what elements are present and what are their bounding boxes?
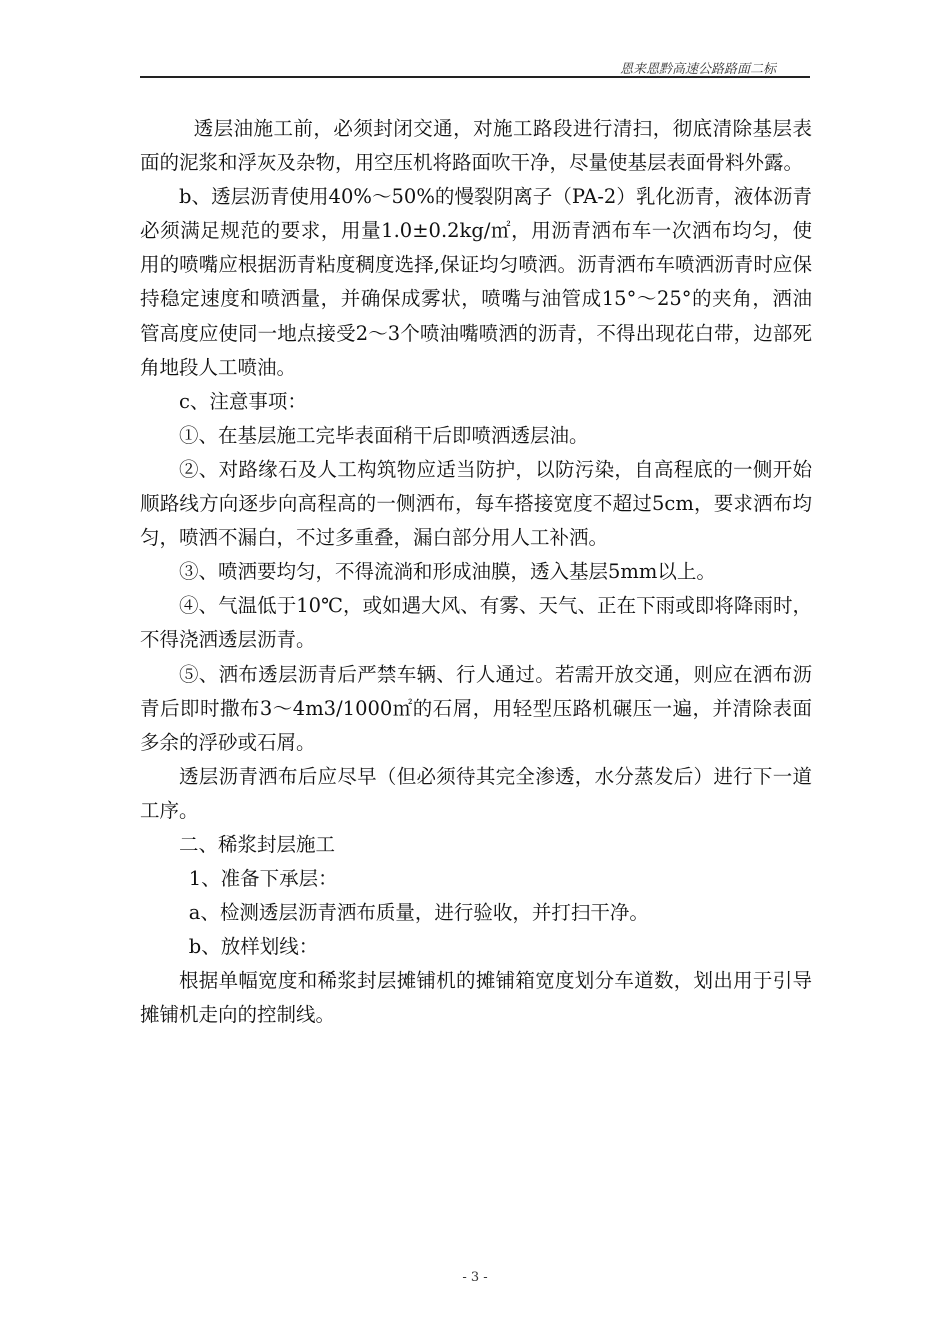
paragraph-note-2: ②、对路缘石及人工构筑物应适当防护，以防污染，自高程底的一侧开始顺路线方向逐步向高程高的一侧洒布，每车搭接宽度不超过5cm，要求洒布均匀，喷洒不漏白，不过多重叠，漏白部分用人工补洒。	[140, 457, 812, 550]
paragraph-next-step: 透层沥青洒布后应尽早（但必须待其完全渗透，水分蒸发后）进行下一道工序。	[140, 764, 812, 822]
paragraph-note-1: ①、在基层施工完毕表面稍干后即喷洒透层油。	[179, 423, 589, 447]
paragraph-note-3: ③、喷洒要均匀，不得流淌和形成油膜，透入基层5mm以上。	[179, 560, 716, 584]
paragraph-item-c: c、注意事项：	[179, 389, 307, 413]
paragraph-step-b: b、放样划线：	[188, 935, 319, 959]
paragraph-prime-coat-prep: 透层油施工前，必须封闭交通，对施工路段进行清扫，彻底清除基层表面的泥浆和浮灰及杂物，用空压机将路面吹干净，尽量使基层表面骨料外露。	[140, 117, 812, 175]
paragraph-lane-division: 根据单幅宽度和稀浆封层摊铺机的摊铺箱宽度划分车道数，划出用于引导摊铺机走向的控制线。	[140, 969, 812, 1027]
header-title: 恩来恩黔高速公路路面二标	[619, 62, 776, 77]
paragraph-note-5: ⑤、洒布透层沥青后严禁车辆、行人通过。若需开放交通，则应在洒布沥青后即时撒布3～4m3/1000㎡的石屑，用轻型压路机碾压一遍，并清除表面多余的浮砂或石屑。	[140, 662, 812, 754]
page-header	[140, 56, 810, 78]
paragraph-note-4: ④、气温低于10℃，或如遇大风、有雾、天气、正在下雨或即将降雨时，不得浇洒透层沥青。	[140, 594, 812, 652]
paragraph-item-b: b、透层沥青使用40%～50%的慢裂阴离子（PA-2）乳化沥青，液体沥青必须满足规范的要求，用量1.0±0.2kg/㎡，用沥青洒布车一次洒布均匀，使用的喷嘴应根据沥青粘度稠度选择,保证均匀喷洒。沥青洒布车喷洒沥青时应保持稳定速度和喷洒量，并确保成雾状，喷嘴与油管成15°～25°的夹角，洒油管高度应使同一地点接受2～3个喷油嘴喷洒的沥青，不得出现花白带，边部死角地段人工喷油。	[140, 185, 812, 379]
page-number: - 3 -	[462, 1270, 488, 1285]
document-body	[140, 112, 812, 1033]
section-heading-slurry-seal: 二、稀浆封层施工	[179, 832, 336, 856]
paragraph-step-a: a、检测透层沥青洒布质量，进行验收，并打扫干净。	[188, 901, 649, 925]
paragraph-step-1: 1、准备下承层：	[188, 867, 338, 891]
